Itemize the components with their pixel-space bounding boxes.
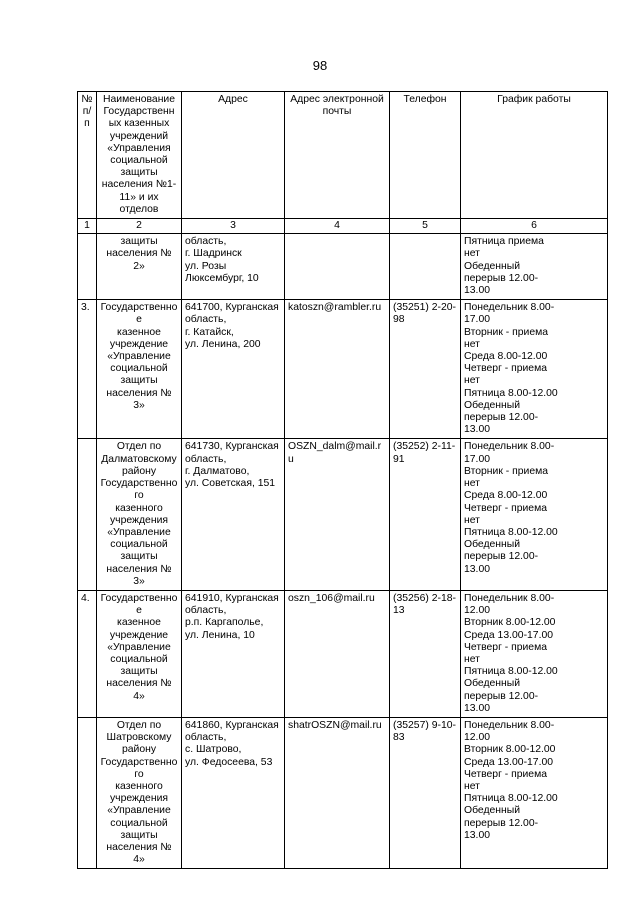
table-row [78, 439, 608, 590]
institution-name-line: населения № 4» [106, 841, 172, 866]
column-number: 2 [97, 219, 182, 234]
table-body [78, 234, 608, 869]
schedule-line: нет [464, 514, 480, 526]
address-line: р.п. Каргаполье, [185, 617, 264, 629]
address-line: Люксембург, 10 [185, 272, 259, 284]
address-line: ул. Ленина, 10 [185, 629, 255, 641]
table-row [78, 717, 608, 868]
schedule [461, 590, 608, 717]
schedule-line: 13.00 [464, 563, 491, 575]
row-number [78, 234, 97, 300]
institution-name-line: населения № 2» [106, 248, 172, 272]
address-line: г. Далматово, [185, 465, 250, 477]
column-number: 6 [461, 219, 608, 234]
address-line: с. Шатрово, [185, 744, 242, 756]
row-number: 4. [78, 590, 97, 717]
schedule-line: Обеденный [464, 539, 521, 551]
phone [390, 234, 461, 300]
address-line: область, [185, 605, 227, 617]
institution-name-line: населения № 3» [106, 387, 172, 411]
institution-name [97, 439, 182, 590]
schedule-line: Вторник 8.00-12.00 [464, 617, 556, 629]
phone: (35256) 2-18-13 [390, 590, 461, 717]
row-number [78, 717, 97, 868]
schedule [461, 439, 608, 590]
schedule-line: Среда 13.00-17.00 [464, 629, 554, 641]
phone: (35257) 9-10-83 [390, 717, 461, 868]
schedule-line: Понедельник 8.00- [464, 592, 555, 604]
institution-name-line: Государственное [100, 592, 178, 617]
institution-name-line: казенное [117, 326, 161, 338]
schedule [461, 234, 608, 300]
address-line: ул. Розы [185, 260, 227, 272]
row-number: 3. [78, 300, 97, 439]
institution-name [97, 234, 182, 300]
schedule-line: Четверг - приема [464, 363, 548, 375]
column-number: 5 [390, 219, 461, 234]
header-name: Наименование Государственных казенных учреждений «Управления социальной защиты населения №1-11» и их отделов [97, 92, 182, 219]
institution-name-line: учреждения [109, 793, 168, 805]
email: oszn_106@mail.ru [285, 590, 390, 717]
offices-table [77, 91, 608, 869]
header-number: № п/п [78, 92, 97, 219]
address [182, 590, 285, 717]
header-phone: Телефон [390, 92, 461, 219]
row-number [78, 439, 97, 590]
schedule-line: Вторник - приема [464, 465, 549, 477]
institution-name-line: Государственного [100, 478, 178, 502]
schedule-line: Четверг - приема [464, 502, 548, 514]
table-row [78, 590, 608, 717]
schedule-line: Среда 13.00-17.00 [464, 756, 554, 768]
schedule-line: нет [464, 375, 480, 387]
institution-name-line: учреждения [109, 514, 168, 526]
schedule-line: перерыв 12.00- [464, 690, 539, 702]
column-number: 1 [78, 219, 97, 234]
schedule-line: 13.00 [464, 285, 491, 297]
schedule [461, 300, 608, 439]
institution-name [97, 300, 182, 439]
schedule-line: Обеденный [464, 805, 521, 817]
institution-name-line: защиты [120, 666, 158, 678]
address [182, 300, 285, 439]
schedule-line: Четверг - приема [464, 641, 548, 653]
column-number-row [78, 219, 608, 234]
address-line: область, [185, 453, 227, 465]
institution-name [97, 590, 182, 717]
schedule-line: 13.00 [464, 424, 491, 436]
schedule-line: 12.00 [464, 732, 491, 744]
institution-name-line: учреждение [109, 629, 169, 641]
address-line: ул. Ленина, 200 [185, 338, 261, 350]
schedule-line: Обеденный [464, 399, 521, 411]
institution-name-line: защиты [120, 829, 158, 841]
header-email: Адрес электронной почты [285, 92, 390, 219]
institution-name-line: социальной [110, 363, 168, 375]
schedule-line: Вторник - приема [464, 326, 549, 338]
schedule-line: нет [464, 248, 480, 260]
address [182, 717, 285, 868]
address-line: 641860, Курганская [185, 719, 279, 731]
phone: (35252) 2-11-91 [390, 439, 461, 590]
institution-name-line: «Управление [107, 805, 171, 817]
column-number: 3 [182, 219, 285, 234]
address-line: ул. Федосеева, 53 [185, 756, 273, 768]
schedule-line: Среда 8.00-12.00 [464, 351, 548, 363]
schedule-line: Вторник 8.00-12.00 [464, 744, 556, 756]
institution-name-line: защиты [120, 551, 158, 563]
schedule-line: 13.00 [464, 829, 491, 841]
schedule-line: нет [464, 780, 480, 792]
schedule-line: нет [464, 653, 480, 665]
institution-name-line: учреждение [109, 338, 169, 350]
institution-name-line: району [121, 744, 157, 756]
schedule-line: Пятница 8.00-12.00 [464, 666, 558, 678]
address-line: 641910, Курганская [185, 592, 279, 604]
schedule-line: нет [464, 338, 480, 350]
institution-name-line: социальной [110, 653, 168, 665]
institution-name-line: «Управление [107, 526, 171, 538]
address-line: г. Шадринск [185, 248, 242, 260]
phone: (35251) 2-20-98 [390, 300, 461, 439]
schedule-line: Понедельник 8.00- [464, 719, 555, 731]
institution-name-line: социальной [110, 817, 168, 829]
institution-name-line: населения № 4» [106, 678, 172, 702]
email: shatrOSZN@mail.ru [285, 717, 390, 868]
address-line: 641700, Курганская [185, 302, 279, 314]
institution-name-line: Отдел по [116, 441, 162, 453]
address-line: г. Катайск, [185, 326, 234, 338]
schedule-line: 13.00 [464, 702, 491, 714]
table-row [78, 234, 608, 300]
schedule-line: Понедельник 8.00- [464, 441, 555, 453]
email: OSZN_dalm@mail.ru [285, 439, 390, 590]
institution-name-line: казенное [117, 617, 161, 629]
schedule-line: перерыв 12.00- [464, 272, 539, 284]
schedule-line: 17.00 [464, 453, 491, 465]
schedule-line: Пятница 8.00-12.00 [464, 793, 558, 805]
email: katoszn@rambler.ru [285, 300, 390, 439]
address-line: ул. Советская, 151 [185, 478, 276, 490]
schedule-line: Четверг - приема [464, 768, 548, 780]
header-schedule: График работы [461, 92, 608, 219]
institution-name-line: социальной [110, 539, 168, 551]
address-line: 641730, Курганская [185, 441, 279, 453]
institution-name-line: району [121, 465, 157, 477]
institution-name-line: защиты [120, 236, 158, 248]
schedule-line: перерыв 12.00- [464, 817, 539, 829]
institution-name-line: защиты [120, 375, 158, 387]
address-line: область, [185, 314, 227, 326]
header-address: Адрес [182, 92, 285, 219]
schedule-line: Обеденный [464, 678, 521, 690]
institution-name-line: казенного [115, 780, 163, 792]
schedule-line: Пятница приема [464, 236, 544, 248]
address [182, 439, 285, 590]
address-line: область, [185, 236, 227, 248]
schedule-line: Понедельник 8.00- [464, 302, 555, 314]
page-number: 98 [312, 58, 328, 73]
institution-name-line: Далматовскому [101, 453, 177, 465]
schedule [461, 717, 608, 868]
institution-name-line: Государственного [100, 756, 178, 780]
schedule-line: Обеденный [464, 260, 521, 272]
header-row [78, 92, 608, 219]
institution-name-line: Государственное [100, 302, 178, 326]
table-row [78, 300, 608, 439]
schedule-line: Пятница 8.00-12.00 [464, 526, 558, 538]
institution-name-line: «Управление [107, 351, 171, 363]
schedule-line: 12.00 [464, 605, 491, 617]
address-line: область, [185, 732, 227, 744]
column-number: 4 [285, 219, 390, 234]
institution-name-line: Шатровскому [106, 732, 172, 744]
schedule-line: Среда 8.00-12.00 [464, 490, 548, 502]
institution-name-line: казенного [115, 502, 163, 514]
schedule-line: Пятница 8.00-12.00 [464, 387, 558, 399]
schedule-line: перерыв 12.00- [464, 412, 539, 424]
schedule-line: перерыв 12.00- [464, 551, 539, 563]
institution-name [97, 717, 182, 868]
institution-name-line: «Управление [107, 641, 171, 653]
schedule-line: нет [464, 478, 480, 490]
institution-name-line: Отдел по [116, 719, 162, 731]
institution-name-line: населения № 3» [106, 563, 172, 587]
email [285, 234, 390, 300]
schedule-line: 17.00 [464, 314, 491, 326]
address [182, 234, 285, 300]
